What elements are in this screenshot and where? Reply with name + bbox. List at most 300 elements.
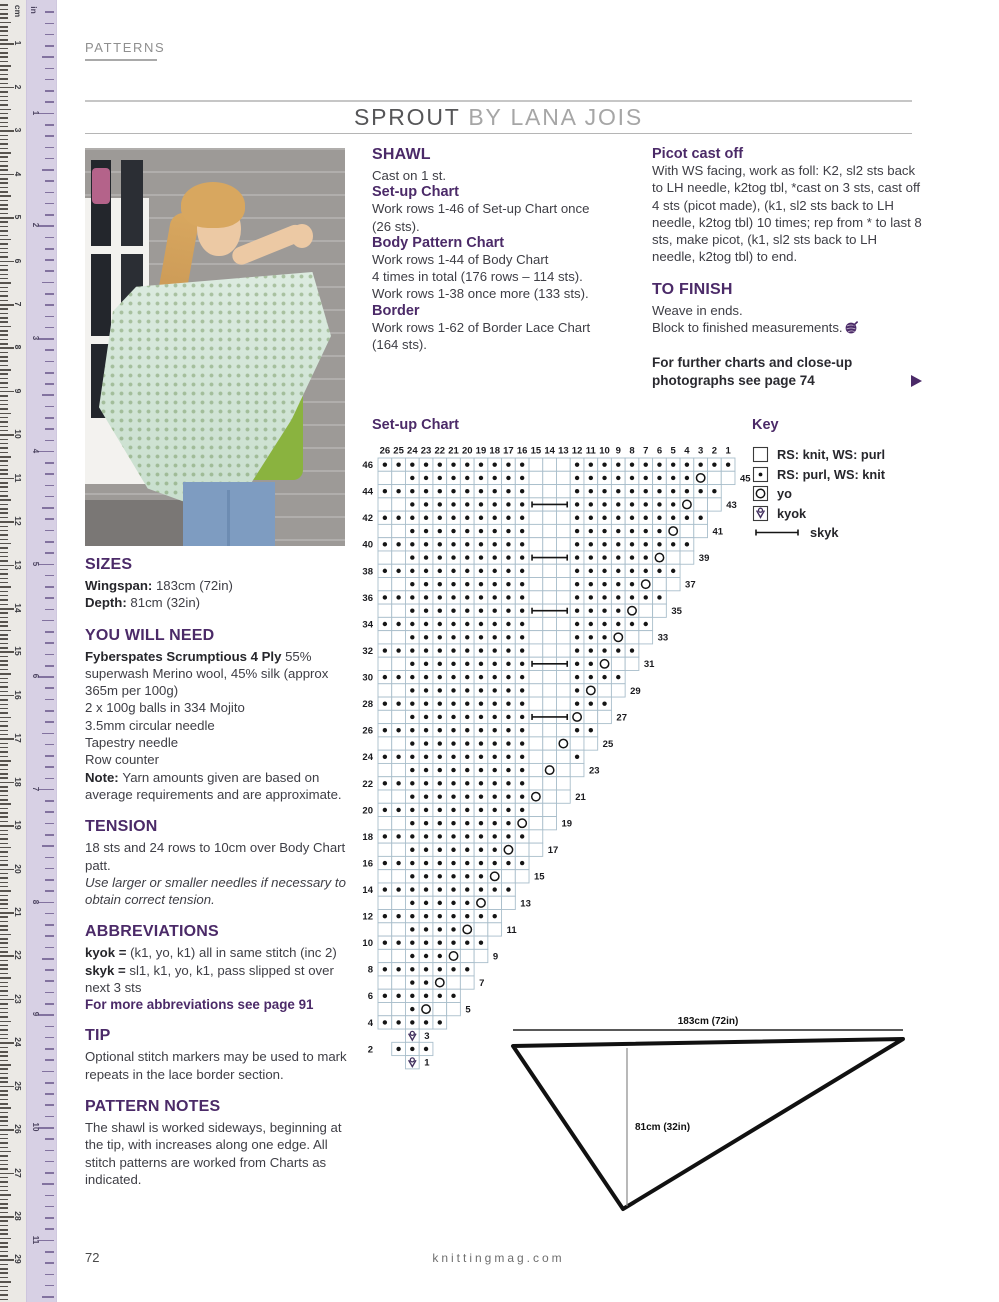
ruler-tick — [0, 287, 8, 289]
ruler-tick — [42, 56, 54, 58]
chart-cell — [529, 737, 543, 750]
ruler-tick — [0, 925, 8, 927]
callout-text — [652, 354, 922, 390]
ruler-tick — [0, 100, 8, 102]
chart-cell — [529, 564, 543, 577]
ruler-tick — [0, 1190, 8, 1192]
ruler-in-number: 11 — [31, 1235, 40, 1244]
text-segment: Note: — [85, 769, 123, 785]
chart-row-number: 29 — [630, 685, 641, 697]
ruler-tick — [0, 1064, 11, 1066]
ruler-tick — [0, 1125, 8, 1127]
text-segment: 2 x 100g balls in 334 Mojito — [85, 700, 245, 716]
chart-cell — [529, 670, 543, 683]
purl-dot-symbol — [671, 489, 675, 493]
purl-dot-symbol — [602, 622, 606, 626]
ruler-tick — [42, 1183, 54, 1185]
purl-dot-symbol — [575, 516, 579, 520]
ruler-tick — [0, 1255, 8, 1257]
ruler-tick — [0, 717, 11, 719]
ruler-tick — [0, 74, 8, 76]
purl-dot-symbol — [493, 688, 497, 692]
ruler-tick — [45, 68, 54, 70]
purl-dot-symbol — [465, 489, 469, 493]
purl-dot-symbol — [602, 516, 606, 520]
ruler-tick — [45, 23, 54, 25]
ruler-tick — [0, 1238, 11, 1240]
text-segment: 81cm (32in) — [130, 595, 201, 611]
ruler-tick — [0, 122, 8, 124]
purl-dot-symbol — [630, 542, 634, 546]
chart-row-number: 37 — [685, 579, 696, 591]
purl-dot-symbol — [438, 861, 442, 865]
chart-cell — [529, 830, 543, 843]
purl-dot-symbol — [410, 781, 414, 785]
purl-dot-symbol — [506, 635, 510, 639]
purl-dot-symbol — [410, 529, 414, 533]
section-heading: SIZES — [85, 556, 133, 573]
purl-dot-symbol — [396, 967, 400, 971]
purl-dot-symbol — [424, 914, 428, 918]
purl-dot-symbol — [589, 569, 593, 573]
ruler-cm-number: 27 — [13, 1167, 23, 1178]
purl-dot-symbol — [410, 516, 414, 520]
chart-title: Set-up Chart — [372, 417, 459, 433]
ruler-tick — [0, 955, 14, 957]
chart-cell — [694, 524, 708, 537]
purl-dot-symbol — [410, 609, 414, 613]
purl-dot-symbol — [575, 476, 579, 480]
purl-dot-symbol — [602, 569, 606, 573]
purl-dot-symbol — [410, 502, 414, 506]
purl-dot-symbol — [520, 781, 524, 785]
purl-dot-symbol — [465, 941, 469, 945]
ruler-tick — [0, 942, 8, 944]
purl-dot-symbol — [451, 874, 455, 878]
purl-dot-symbol — [424, 462, 428, 466]
chart-row-number: 24 — [362, 752, 373, 764]
purl-dot-symbol — [506, 662, 510, 666]
purl-dot-symbol — [520, 489, 524, 493]
ruler-tick — [0, 4, 8, 6]
chart-cell — [378, 684, 392, 697]
chart-cell — [543, 817, 557, 830]
ruler-cm-number: 5 — [13, 214, 23, 220]
shawl-schematic — [505, 1012, 917, 1217]
ruler-tick — [0, 313, 8, 315]
chart-cell — [625, 657, 639, 670]
purl-dot-symbol — [410, 462, 414, 466]
chart-cell — [529, 471, 543, 484]
purl-dot-symbol — [589, 476, 593, 480]
purl-dot-symbol — [575, 728, 579, 732]
ruler-tick — [45, 879, 54, 881]
ruler-in-number: 1 — [31, 110, 40, 115]
ruler-tick — [0, 300, 8, 302]
purl-dot-symbol — [657, 462, 661, 466]
ruler-tick — [0, 982, 8, 984]
chart-cell — [378, 870, 392, 883]
ruler-tick — [0, 1038, 8, 1040]
purl-dot-symbol — [383, 861, 387, 865]
purl-dot-symbol — [424, 967, 428, 971]
purl-dot-symbol — [410, 874, 414, 878]
chart-column-number: 26 — [379, 445, 391, 457]
purl-dot-symbol — [493, 848, 497, 852]
purl-dot-symbol — [479, 462, 483, 466]
yarn-ball-icon — [845, 321, 858, 334]
purl-dot-symbol — [383, 516, 387, 520]
purl-dot-symbol — [424, 861, 428, 865]
purl-dot-symbol — [451, 555, 455, 559]
ruler-tick — [0, 526, 8, 528]
ruler-tick — [42, 845, 54, 847]
chart-cell — [556, 631, 570, 644]
ruler-tick — [0, 35, 8, 37]
purl-dot-symbol — [479, 887, 483, 891]
ruler-tick — [0, 730, 8, 732]
chart-cell — [543, 564, 557, 577]
purl-dot-symbol — [410, 967, 414, 971]
chart-cell — [543, 803, 557, 816]
ruler-tick — [0, 278, 8, 280]
purl-dot-symbol — [410, 555, 414, 559]
ruler-tick — [0, 1129, 14, 1131]
ruler-tick — [0, 1229, 8, 1231]
ruler-tick — [0, 156, 8, 158]
ruler-tick — [0, 964, 8, 966]
ruler-tick — [0, 321, 8, 323]
purl-dot-symbol — [410, 954, 414, 958]
purl-dot-symbol — [602, 582, 606, 586]
purl-dot-symbol — [506, 489, 510, 493]
ruler-cm-number: 22 — [13, 950, 23, 961]
purl-dot-symbol — [424, 609, 428, 613]
chart-row-number: 44 — [362, 486, 373, 498]
purl-dot-symbol — [575, 489, 579, 493]
chart-row-number: 15 — [534, 871, 545, 883]
page-number: 72 — [85, 1250, 100, 1265]
ruler-tick — [45, 180, 54, 182]
purl-dot-symbol — [685, 476, 689, 480]
purl-dot-symbol — [438, 874, 442, 878]
purl-dot-symbol — [589, 542, 593, 546]
purl-dot-symbol — [465, 529, 469, 533]
purl-dot-symbol — [451, 755, 455, 759]
text-segment: Tapestry needle — [85, 735, 179, 751]
ruler-tick — [0, 1177, 8, 1179]
ruler-tick — [0, 452, 8, 454]
purl-dot-symbol — [520, 688, 524, 692]
purl-dot-symbol — [657, 542, 661, 546]
ruler-cm-unit-label: cm — [13, 4, 24, 18]
purl-dot-symbol — [479, 476, 483, 480]
purl-dot-symbol — [493, 516, 497, 520]
purl-dot-symbol — [493, 502, 497, 506]
purl-dot-symbol — [479, 755, 483, 759]
purl-dot-symbol — [438, 901, 442, 905]
purl-dot-symbol — [479, 502, 483, 506]
purl-dot-symbol — [410, 569, 414, 573]
chart-cell — [625, 631, 639, 644]
purl-dot-symbol — [424, 954, 428, 958]
chart-column-number: 24 — [407, 445, 418, 457]
ruler-tick — [0, 447, 8, 449]
chart-cell — [392, 524, 406, 537]
ruler-tick — [0, 617, 8, 619]
ruler-tick — [45, 699, 54, 701]
purl-dot-symbol — [520, 768, 524, 772]
ruler-tick — [45, 417, 54, 419]
key-item-kyok — [752, 504, 942, 524]
purl-dot-symbol — [424, 701, 428, 705]
chart-cell — [543, 684, 557, 697]
chart-cell — [556, 670, 570, 683]
purl-dot-symbol — [451, 622, 455, 626]
ruler-tick — [0, 195, 11, 197]
ruler-tick — [45, 1217, 54, 1219]
ruler-tick — [0, 26, 8, 28]
purl-dot-symbol — [616, 502, 620, 506]
chart-row-number: 20 — [362, 805, 373, 817]
key-item-label: RS: knit, WS: purl — [777, 447, 886, 463]
purl-dot-symbol — [396, 834, 400, 838]
ruler-tick — [45, 428, 54, 430]
ruler-tick — [0, 1268, 8, 1270]
ruler-tick — [45, 744, 54, 746]
chart-column-number: 15 — [530, 445, 542, 457]
purl-dot-symbol — [451, 941, 455, 945]
ruler-tick — [45, 868, 54, 870]
ruler-tick — [0, 986, 8, 988]
chart-cell — [529, 684, 543, 697]
designer-name: BY LANA JOIS — [460, 104, 643, 130]
purl-dot-symbol — [479, 715, 483, 719]
chart-row-number: 40 — [362, 539, 373, 551]
chart-cell — [529, 485, 543, 498]
chart-cell — [378, 896, 392, 909]
schematic-depth-label: 81cm (32in) — [635, 1122, 691, 1133]
purl-dot-symbol — [396, 755, 400, 759]
purl-dot-symbol — [451, 688, 455, 692]
ruler-tick — [0, 621, 8, 623]
purl-dot-symbol — [424, 927, 428, 931]
text-segment: The shawl is worked sideways, beginning at the tip, with increases along one edge. All stitch patterns are worked from Charts as indicated. — [85, 1119, 342, 1187]
purl-dot-symbol — [506, 781, 510, 785]
purl-dot-symbol — [589, 701, 593, 705]
purl-dot-symbol — [479, 821, 483, 825]
purl-dot-symbol — [424, 635, 428, 639]
ruler-tick — [38, 225, 54, 227]
ruler-tick — [0, 17, 8, 19]
ruler-tick — [0, 734, 8, 736]
chart-cell — [543, 538, 557, 551]
ruler-tick — [45, 586, 54, 588]
purl-dot-symbol — [644, 555, 648, 559]
purl-dot-symbol — [410, 927, 414, 931]
paragraph — [372, 251, 644, 303]
purl-dot-symbol — [424, 821, 428, 825]
ruler-tick — [0, 1242, 8, 1244]
ruler-tick — [0, 256, 8, 258]
ruler-tick — [0, 721, 8, 723]
text-segment: 55% superwash Merino wool, 45% silk (approx 365m per 100g) — [85, 648, 329, 699]
ruler-cm-number: 2 — [13, 84, 23, 90]
chart-cell — [556, 724, 570, 737]
ruler-tick — [45, 924, 54, 926]
ruler-tick — [0, 751, 8, 753]
purl-dot-symbol — [424, 569, 428, 573]
purl-dot-symbol — [589, 462, 593, 466]
ruler-tick — [0, 856, 8, 858]
purl-dot-symbol — [465, 848, 469, 852]
ruler-tick — [0, 890, 11, 892]
ruler-tick — [0, 1168, 8, 1170]
purl-dot-symbol — [424, 502, 428, 506]
purl-dot-symbol — [479, 781, 483, 785]
purl-dot-symbol — [589, 489, 593, 493]
ruler-tick — [0, 769, 8, 771]
chart-cell — [378, 790, 392, 803]
purl-dot-symbol — [451, 569, 455, 573]
ruler-tick — [0, 686, 8, 688]
text-segment: (164 sts). — [372, 337, 427, 353]
arrow-right-icon — [911, 375, 922, 387]
text-segment: kyok = — [85, 945, 131, 961]
text-segment: With WS facing, work as foll: K2, sl2 sts back to LH needle, k2tog tbl, *cast on 3 sts, cast off 4 sts (picot made), (k1, sl2 sts back to LH needle, k2tog tbl) 10 times; rep from * to last 8 sts, make picot, (k1, sl2 sts back to LH needle, k2tog tbl) to end. — [652, 163, 922, 265]
ruler-tick — [45, 992, 54, 994]
text-segment: Work rows 1-62 of Border Lace Chart — [372, 319, 591, 335]
purl-dot-symbol — [479, 516, 483, 520]
chart-row-number: 22 — [362, 778, 373, 790]
chart-cell — [556, 538, 570, 551]
ruler-tick — [0, 169, 8, 171]
text-segment: Work rows 1-46 of Set-up Chart once — [372, 201, 590, 217]
ruler-cm-number: 18 — [13, 777, 23, 787]
ruler-tick — [42, 507, 54, 509]
purl-dot-symbol — [465, 861, 469, 865]
chart-cell — [543, 458, 557, 471]
purl-dot-symbol — [465, 635, 469, 639]
chart-column-number: 6 — [656, 445, 663, 457]
ruler-tick — [0, 1021, 11, 1023]
purl-dot-symbol — [424, 622, 428, 626]
purl-dot-symbol — [465, 675, 469, 679]
purl-dot-symbol — [410, 914, 414, 918]
purl-dot-symbol — [451, 834, 455, 838]
purl-dot-symbol — [465, 582, 469, 586]
purl-dot-symbol — [520, 741, 524, 745]
purl-dot-symbol — [520, 516, 524, 520]
purl-dot-symbol — [451, 887, 455, 891]
purl-dot-symbol — [589, 595, 593, 599]
ruler-tick — [45, 45, 54, 47]
ruler-tick — [45, 192, 54, 194]
chart-cell — [529, 803, 543, 816]
ruler-tick — [0, 656, 8, 658]
ruler-tick — [0, 91, 8, 93]
purl-dot-symbol — [575, 635, 579, 639]
purl-dot-symbol — [657, 516, 661, 520]
ruler-tick — [0, 1294, 8, 1296]
purl-dot-symbol — [438, 609, 442, 613]
purl-dot-symbol — [438, 542, 442, 546]
ruler-tick — [0, 569, 8, 571]
purl-dot-symbol — [438, 887, 442, 891]
text-segment: 4 times in total (176 rows – 114 sts). — [372, 269, 583, 285]
purl-dot-symbol — [644, 529, 648, 533]
ruler-cm-number: 12 — [13, 516, 23, 526]
ruler-tick — [0, 1094, 8, 1096]
ruler-tick — [0, 673, 11, 675]
chart-cell — [556, 763, 570, 776]
ruler-tick — [0, 760, 11, 762]
purl-dot-symbol — [575, 648, 579, 652]
purl-dot-symbol — [451, 635, 455, 639]
ruler-tick — [42, 169, 54, 171]
paragraph — [85, 962, 349, 997]
purl-dot-symbol — [465, 622, 469, 626]
ruler-tick — [0, 895, 8, 897]
chart-cell — [543, 591, 557, 604]
purl-dot-symbol — [602, 462, 606, 466]
purl-dot-symbol — [671, 476, 675, 480]
ruler-tick — [0, 651, 14, 653]
purl-dot-symbol — [506, 794, 510, 798]
chart-cell — [611, 657, 625, 670]
chart-cell — [460, 976, 474, 989]
ruler-tick — [45, 1037, 54, 1039]
ruler-tick — [0, 1233, 8, 1235]
ruler-tick — [0, 486, 8, 488]
chart-row-number: 13 — [520, 898, 531, 910]
purl-dot-symbol — [575, 502, 579, 506]
ruler-cm-number: 14 — [13, 603, 23, 613]
ruler-cm-number: 8 — [13, 345, 23, 350]
ruler-tick — [0, 1272, 8, 1274]
paragraph — [85, 839, 349, 874]
chart-cell — [556, 524, 570, 537]
chart-column-number: 2 — [711, 445, 718, 457]
ruler-tick — [0, 877, 8, 879]
ruler-tick — [0, 178, 8, 180]
ruler-tick — [0, 460, 8, 462]
ruler-tick — [0, 556, 8, 558]
purl-dot-symbol — [438, 821, 442, 825]
ruler-tick — [0, 30, 8, 32]
ruler-tick — [0, 517, 8, 519]
purl-dot-symbol — [424, 994, 428, 998]
ruler-tick — [0, 1016, 8, 1018]
purl-dot-symbol — [493, 914, 497, 918]
purl-dot-symbol — [465, 542, 469, 546]
ruler-tick — [45, 642, 54, 644]
chart-cell — [680, 524, 694, 537]
chart-column-number: 22 — [434, 445, 446, 457]
chart-cell — [708, 471, 722, 484]
ruler-tick — [0, 473, 8, 475]
purl-dot-symbol — [451, 768, 455, 772]
purl-dot-symbol — [438, 954, 442, 958]
ruler-tick — [0, 916, 8, 918]
title-rule-bottom — [85, 133, 912, 134]
ruler-tick — [0, 78, 8, 80]
ruler-tick — [0, 825, 14, 827]
chart-cell — [556, 578, 570, 591]
chart-column-number: 18 — [489, 445, 500, 457]
purl-dot-symbol — [396, 648, 400, 652]
purl-dot-symbol — [630, 569, 634, 573]
